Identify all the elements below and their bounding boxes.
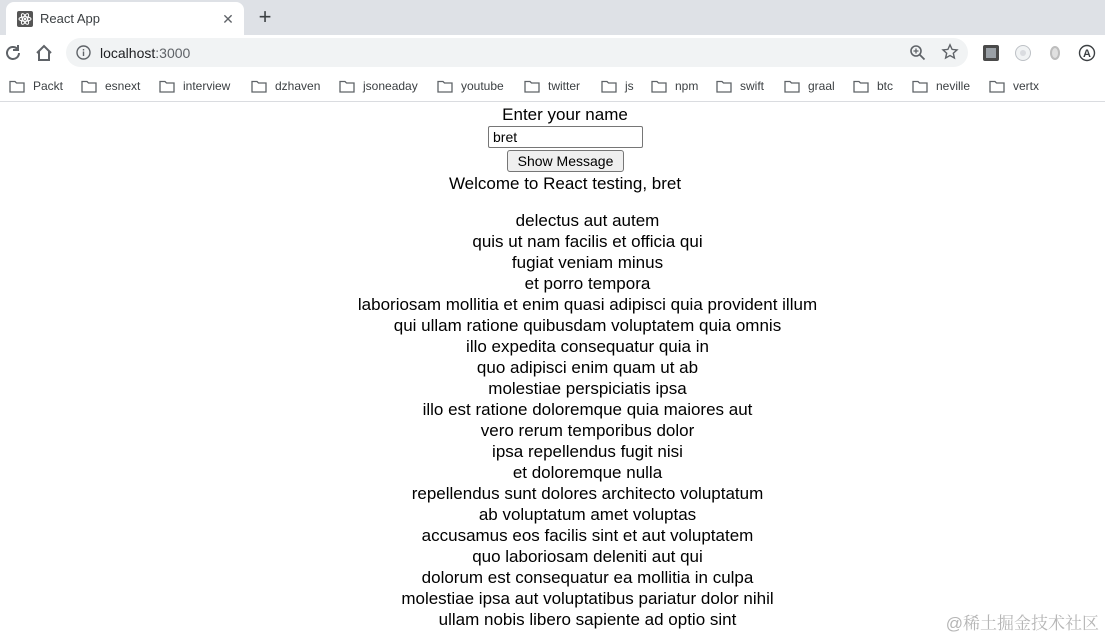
- url-host: localhost: [100, 45, 156, 61]
- info-icon[interactable]: [76, 45, 91, 60]
- bookmark-label: vertx: [1013, 79, 1040, 93]
- list-item: molestiae perspiciatis ipsa: [488, 379, 687, 398]
- bookmark-label: twitter: [548, 79, 581, 93]
- bookmark-label: dzhaven: [275, 79, 321, 93]
- extension-icon[interactable]: [1014, 44, 1032, 62]
- tab-strip: [0, 0, 1105, 35]
- list-item: qui ullam ratione quibusdam voluptatem quia omnis: [393, 316, 782, 335]
- extension-icon[interactable]: [1046, 44, 1064, 62]
- star-icon[interactable]: [941, 43, 959, 61]
- bookmark-label: Packt: [33, 79, 64, 93]
- reload-icon[interactable]: [2, 42, 24, 64]
- list-item: laboriosam mollitia et enim quasi adipisci quia provident illum: [357, 295, 818, 314]
- url-port: :3000: [155, 45, 191, 61]
- bookmark-folder[interactable]: [989, 77, 1039, 95]
- list-item: repellendus sunt dolores architecto voluptatum: [411, 484, 764, 503]
- url-text[interactable]: [100, 45, 190, 61]
- folder-icon: [784, 80, 800, 93]
- folder-icon: [912, 80, 928, 93]
- folder-icon: [251, 80, 267, 93]
- bookmark-folder[interactable]: [524, 77, 580, 95]
- bookmark-folder[interactable]: [784, 77, 835, 95]
- folder-icon: [159, 80, 175, 93]
- bookmark-folder[interactable]: [716, 77, 764, 95]
- list-item: ab voluptatum amet voluptas: [478, 505, 697, 524]
- bookmark-folder[interactable]: [437, 77, 504, 95]
- bookmark-folder[interactable]: [853, 77, 893, 95]
- bookmark-label: youtube: [461, 79, 504, 93]
- folder-icon: [716, 80, 732, 93]
- bookmark-label: jsoneaday: [363, 79, 418, 93]
- bookmark-label: graal: [808, 79, 835, 93]
- folder-icon: [853, 80, 869, 93]
- watermark: @稀土掘金技术社区: [945, 614, 1099, 633]
- svg-text:A: A: [1083, 48, 1091, 60]
- close-icon[interactable]: ✕: [222, 11, 234, 27]
- bookmark-folder[interactable]: [81, 77, 140, 95]
- list-item: quis ut nam facilis et officia qui: [472, 232, 703, 251]
- welcome-message: Welcome to React testing, bret: [448, 174, 682, 193]
- bookmark-folder[interactable]: [601, 77, 634, 95]
- folder-icon: [651, 80, 667, 93]
- list-item: et doloremque nulla: [512, 463, 663, 482]
- plus-icon[interactable]: +: [258, 4, 272, 29]
- bookmark-folder[interactable]: [339, 77, 418, 95]
- tab-title: React App: [40, 11, 100, 26]
- folder-icon: [339, 80, 355, 93]
- bookmark-label: interview: [183, 79, 231, 93]
- extension-icon[interactable]: [982, 44, 1000, 62]
- extension-icon[interactable]: [1078, 44, 1096, 62]
- list-item: quo adipisci enim quam ut ab: [476, 358, 699, 377]
- list-item: delectus aut autem: [515, 211, 660, 230]
- bookmark-label: js: [625, 79, 634, 93]
- folder-icon: [9, 80, 25, 93]
- react-icon: [17, 11, 33, 27]
- bookmark-label: swift: [740, 79, 764, 93]
- list-item: vero rerum temporibus dolor: [480, 421, 695, 440]
- bookmark-label: esnext: [105, 79, 141, 93]
- list-item: fugiat veniam minus: [511, 253, 664, 272]
- list-item: molestiae ipsa aut voluptatibus pariatur dolor nihil: [401, 589, 774, 608]
- list-item: quo laboriosam deleniti aut qui: [472, 547, 703, 566]
- page-content: [0, 103, 1105, 638]
- bookmark-label: npm: [675, 79, 699, 93]
- bookmark-folder[interactable]: [159, 77, 230, 95]
- bookmark-label: neville: [936, 79, 971, 93]
- browser-tab[interactable]: [6, 2, 244, 35]
- list-item: et porro tempora: [524, 274, 651, 293]
- zoom-icon[interactable]: [909, 44, 926, 61]
- list-item: illo est ratione doloremque quia maiores aut: [422, 400, 753, 419]
- list-item: accusamus eos facilis sint et aut voluptatem: [421, 526, 754, 545]
- home-icon[interactable]: [33, 42, 55, 64]
- folder-icon: [989, 80, 1005, 93]
- folder-icon: [437, 80, 453, 93]
- posts-list: [0, 210, 1105, 630]
- list-item: dolorum est consequatur ea mollitia in culpa: [421, 568, 754, 587]
- bookmark-folder[interactable]: [912, 77, 970, 95]
- list-item: ipsa repellendus fugit nisi: [492, 442, 683, 461]
- folder-icon: [524, 80, 540, 93]
- folder-icon: [81, 80, 97, 93]
- show-message-button[interactable]: Show Message: [507, 150, 624, 172]
- bookmark-folder[interactable]: [651, 77, 698, 95]
- list-item: ullam nobis libero sapiente ad optio sint: [438, 610, 737, 629]
- folder-icon: [601, 80, 617, 93]
- browser-toolbar: [0, 35, 1105, 70]
- bookmark-folder[interactable]: [9, 77, 63, 95]
- bookmark-label: btc: [877, 79, 894, 93]
- name-label: Enter your name: [502, 105, 628, 124]
- bookmark-folder[interactable]: [251, 77, 320, 95]
- address-bar[interactable]: [66, 38, 968, 67]
- name-input[interactable]: [488, 126, 643, 148]
- bookmarks-bar: [0, 70, 1105, 102]
- list-item: illo expedita consequatur quia in: [466, 337, 709, 356]
